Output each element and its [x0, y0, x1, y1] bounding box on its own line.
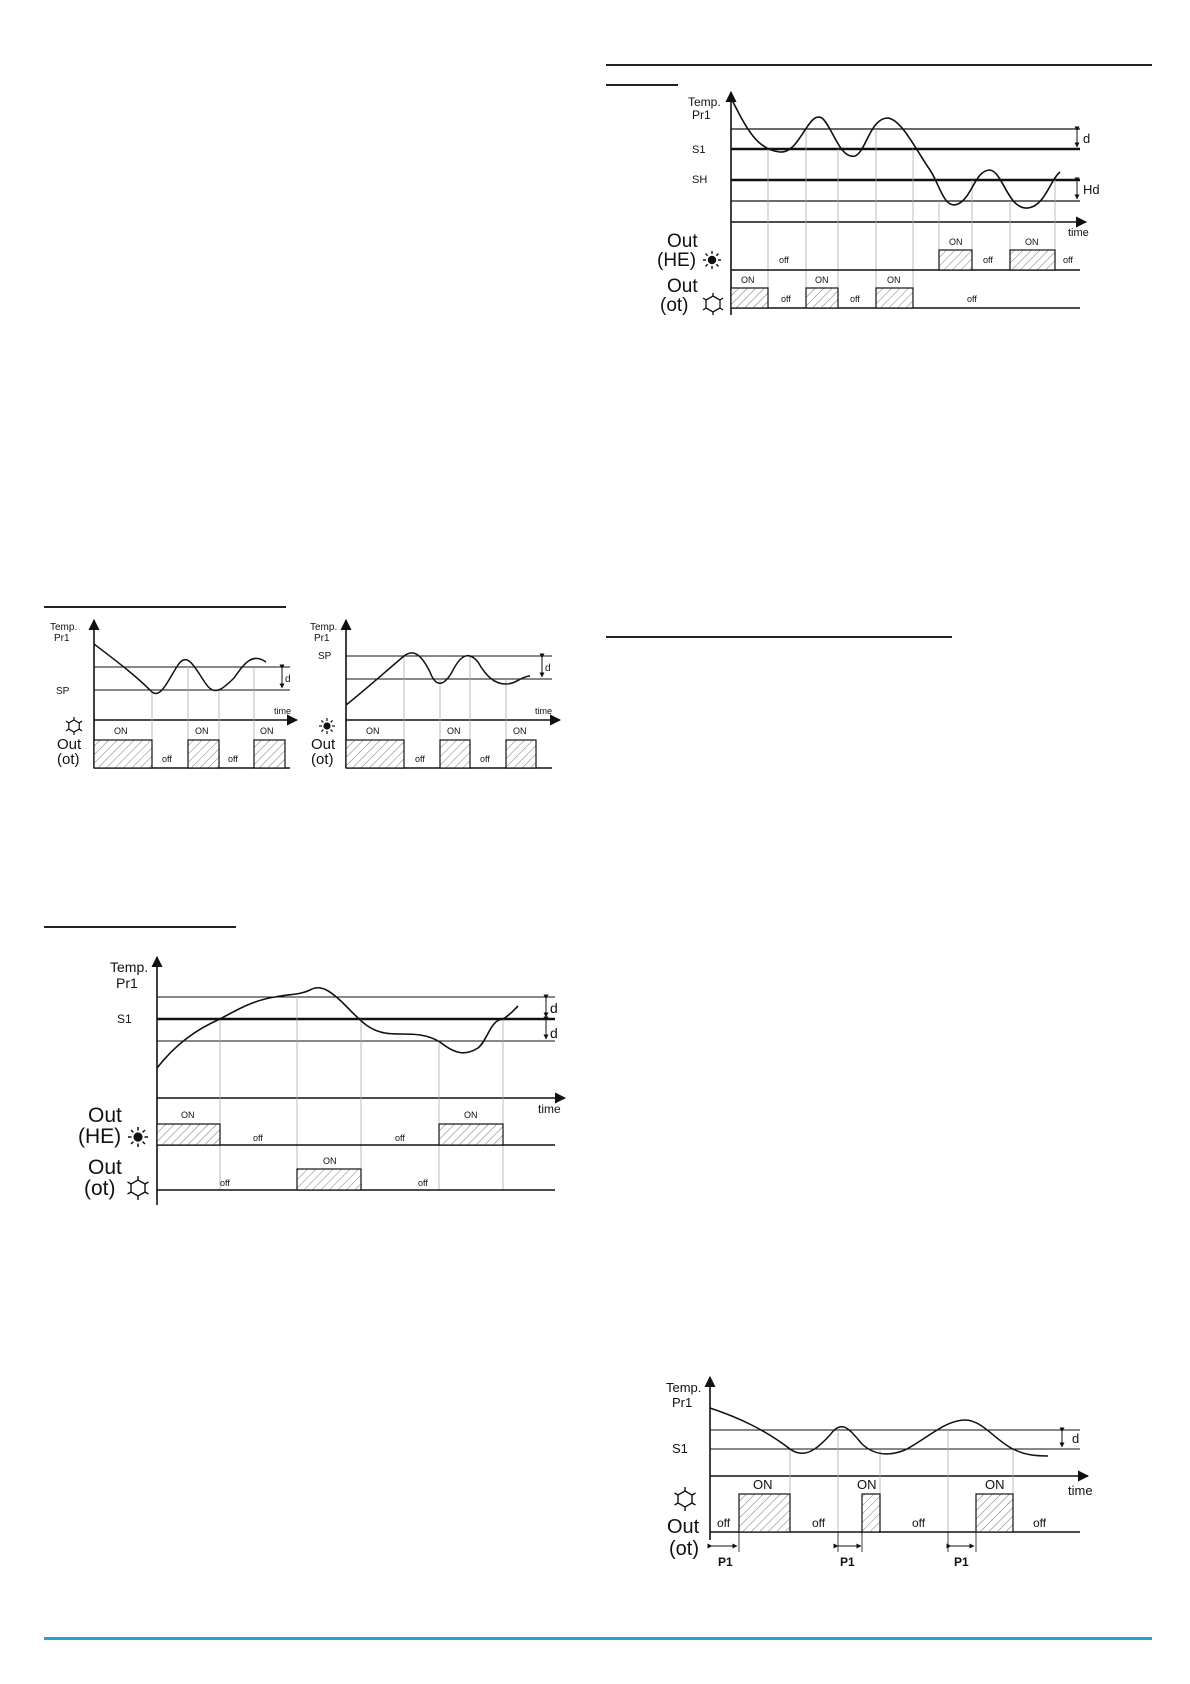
off-label-4: off [1033, 1516, 1047, 1530]
y-axis-label-line1: Temp. [50, 622, 78, 633]
sun-icon [703, 251, 721, 269]
heat-mode-diagram [305, 615, 565, 775]
y-axis-label-line1: Temp. [310, 622, 338, 633]
p1-label-1: P1 [718, 1555, 733, 1569]
time-label: time [1068, 227, 1089, 239]
out-he-label-line1: Out [667, 231, 698, 252]
he-on-label-2: ON [464, 1110, 478, 1120]
on-label-2: ON [857, 1477, 877, 1492]
sh-label: SH [692, 174, 708, 186]
y-axis-label-line2: Pr1 [54, 633, 70, 644]
d-label: d [285, 674, 291, 685]
s1-label: S1 [117, 1012, 132, 1026]
he-on-label-1: ON [181, 1110, 195, 1120]
off-label-2: off [480, 754, 490, 764]
sp-label: SP [56, 686, 70, 697]
y-axis-label-line1: Temp. [666, 1380, 702, 1395]
neutral-zone-diagram [650, 85, 1130, 330]
snowflake-icon [66, 717, 82, 735]
off-label-1: off [162, 754, 172, 764]
ot-off-label-1: off [220, 1178, 230, 1188]
sp-label: SP [318, 651, 332, 662]
out-label-line1: Out [311, 736, 336, 753]
time-label: time [1068, 1483, 1093, 1498]
on-label-3: ON [985, 1477, 1005, 1492]
y-axis-label-line2: Pr1 [314, 633, 330, 644]
ot-off-label-3: off [967, 294, 977, 304]
out-ot-label-line2: (ot) [660, 295, 689, 316]
section-rule-auto [606, 636, 952, 638]
time-label: time [535, 706, 553, 716]
off-label-2: off [812, 1516, 826, 1530]
footer-accent-line [44, 1637, 1152, 1640]
on-label-1: ON [366, 726, 380, 736]
out-ot-label-line2: (ot) [84, 1177, 116, 1200]
d-label: d [1083, 131, 1091, 146]
sun-icon [319, 718, 335, 734]
y-axis-label-line1: Temp. [110, 959, 149, 975]
on-label-1: ON [114, 726, 128, 736]
on-label-2: ON [195, 726, 209, 736]
he-off-label-1: off [779, 255, 789, 265]
off-label-3: off [912, 1516, 926, 1530]
y-axis-label-line2: Pr1 [116, 975, 138, 991]
y-axis-label-line2: Pr1 [672, 1395, 693, 1410]
on-label-1: ON [753, 1477, 773, 1492]
out-label-line1: Out [57, 736, 82, 753]
he-off-label-2: off [983, 255, 993, 265]
s1-label: S1 [672, 1441, 688, 1456]
out-label-line1: Out [667, 1516, 700, 1538]
out-ot-label-line1: Out [667, 276, 698, 297]
d-label: d [545, 663, 551, 674]
cool-mode-diagram [50, 615, 300, 775]
ot-on-label-1: ON [741, 275, 755, 285]
ot-on-label-3: ON [887, 275, 901, 285]
out-ot-label-line1: Out [88, 1156, 122, 1179]
y-axis-label-line1: Temp. [688, 95, 721, 109]
d-label-lower: d [550, 1025, 558, 1041]
hd-label: Hd [1083, 182, 1100, 197]
off-label-2: off [228, 754, 238, 764]
he-off-label-1: off [253, 1133, 263, 1143]
out-label-line2: (ot) [57, 751, 80, 768]
he-on-label-1: ON [949, 237, 963, 247]
on-label-3: ON [513, 726, 527, 736]
on-label-3: ON [260, 726, 274, 736]
ot-off-label-2: off [418, 1178, 428, 1188]
snowflake-icon [703, 293, 723, 315]
out-label-line2: (ot) [311, 751, 334, 768]
y-axis-label-line2: Pr1 [692, 108, 711, 122]
he-off-label-3: off [1063, 255, 1073, 265]
time-label: time [538, 1102, 561, 1116]
auto-mode-diagram [70, 950, 570, 1210]
section-rule-cool-heat [44, 606, 286, 608]
d-label: d [1072, 1431, 1080, 1446]
on-label-2: ON [447, 726, 461, 736]
off-label-1: off [415, 754, 425, 764]
off-label-1: off [717, 1516, 731, 1530]
out-he-label-line1: Out [88, 1104, 122, 1127]
section-rule-neutral-zone [606, 64, 1152, 66]
out-he-label-line2: (HE) [78, 1125, 122, 1148]
ot-on-label-2: ON [815, 275, 829, 285]
out-label-line2: (ot) [669, 1538, 699, 1560]
he-off-label-2: off [395, 1133, 405, 1143]
ot-off-label-2: off [850, 294, 860, 304]
out-he-label-line2: (HE) [657, 250, 697, 271]
snowflake-icon [128, 1176, 149, 1200]
d-label-upper: d [550, 1000, 558, 1016]
ot-on-label-1: ON [323, 1156, 337, 1166]
p1-label-3: P1 [954, 1555, 969, 1569]
p1-label-2: P1 [840, 1555, 855, 1569]
he-on-label-2: ON [1025, 237, 1039, 247]
time-label: time [274, 706, 292, 716]
s1-label: S1 [692, 144, 706, 156]
sun-icon [128, 1127, 148, 1147]
ot-off-label-1: off [781, 294, 791, 304]
protection-delay-diagram [660, 1370, 1100, 1570]
section-rule-auto-mode [44, 926, 236, 928]
snowflake-icon [675, 1487, 696, 1511]
